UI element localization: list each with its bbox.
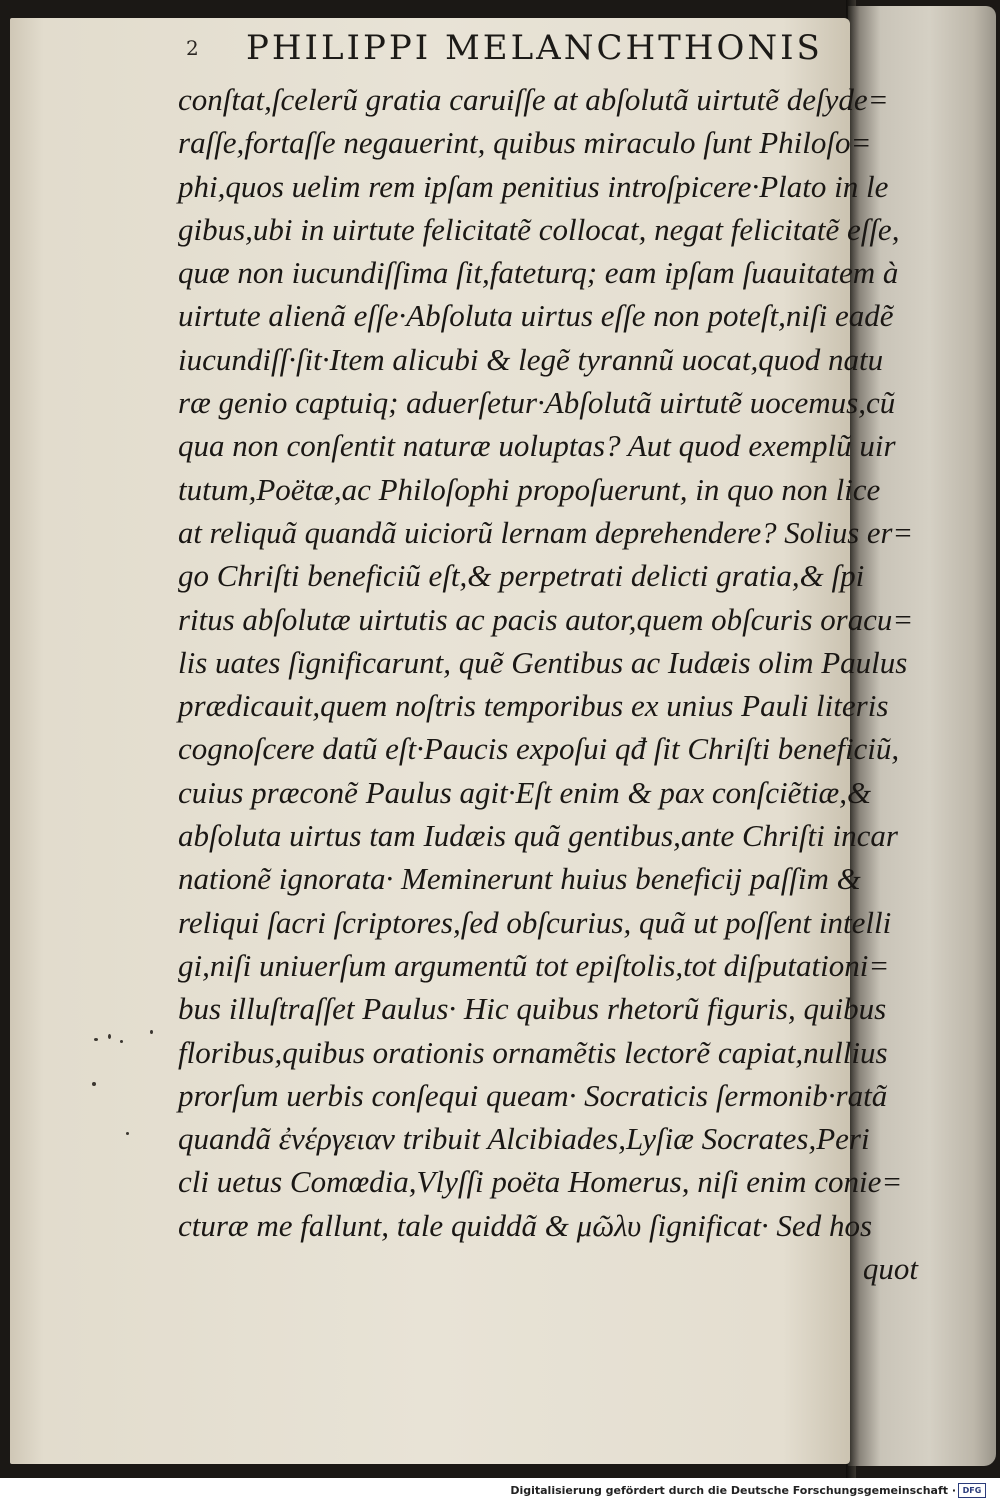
text-line: floribus,quibus orationis ornamẽtis lectorẽ capiat,nullius (178, 1034, 888, 1070)
text-line: tutum,Poëtæ,ac Philoſophi propoſuerunt, in quo non lice (178, 471, 881, 507)
catchword: quot (862, 1251, 918, 1287)
text-line: at reliquã quandã uiciorũ lernam deprehendere? Solius er= (178, 514, 914, 550)
text-line: nationẽ ignorata· Meminerunt huius beneficij paſſim & (178, 861, 861, 897)
text-line: prorſum uerbis conſequi queam· Socraticis ſermonib·ratã (178, 1077, 888, 1113)
text-line: quæ non iucundiſſima ſit,fateturq; eam ipſam ſuauitatem à (178, 255, 899, 291)
text-line: conſtat,ſcelerũ gratia caruiſſe at abſolutã uirtutẽ deſyde= (178, 82, 889, 117)
text-line: prædicauit,quem noſtris temporibus ex unius Pauli literis (178, 688, 889, 724)
ink-specks (86, 1020, 176, 1140)
text-line: go Chriſti beneficiũ eſt,& perpetrati delicti gratia,& ſpi (178, 558, 865, 594)
text-line: cli uetus Comœdia,Vlyſſi poëta Homerus, niſi enim conie= (178, 1164, 903, 1200)
text-line: reliqui ſacri ſcriptores,ſed obſcurius, quã ut poſſent intelli (178, 904, 892, 940)
text-line: iucundiſſ·ſit·Item alicubi & legẽ tyrannũ uocat,quod natu (178, 341, 884, 377)
text-line: lis uates ſignificarunt, quẽ Gentibus ac Iudæis olim Paulus (178, 644, 908, 680)
text-line: cognoſcere datũ eſt·Paucis expoſui qđ ſit Chriſti beneficiũ, (178, 731, 900, 767)
page-mark: 2 (186, 36, 199, 60)
dfg-logo: DFG (958, 1483, 986, 1498)
text-line: bus illuſtraſſet Paulus· Hic quibus rhetorũ figuris, quibus (178, 991, 887, 1027)
text-line: cuius præconẽ Paulus agit·Eſt enim & pax conſciẽtiæ,& (178, 774, 872, 810)
funding-credit: Digitalisierung gefördert durch die Deutsche Forschungsgemeinschaft · (510, 1484, 956, 1497)
text-line: phi,quos uelim rem ipſam penitius introſpicere·Plato in le (178, 168, 889, 204)
text-line: raſſe,fortaſſe negauerint, quibus miraculo ſunt Philoſo= (178, 125, 872, 161)
text-line: abſoluta uirtus tam Iudæis quã gentibus,ante Chriſti incar (178, 818, 898, 854)
text-line: uirtute alienã eſſe·Abſoluta uirtus eſſe non poteſt,niſi eadẽ (178, 298, 894, 334)
running-header: PHILIPPI MELANCHTHONIS (246, 28, 823, 68)
body-text (178, 78, 918, 1290)
text-line: cturæ me fallunt, tale quiddã & μῶλυ ſignificat· Sed hos (178, 1207, 873, 1243)
text-line: ræ genio captuiq; aduerſetur·Abſolutã uirtutẽ uocemus,cũ (178, 385, 896, 421)
text-line: quandã ἐνέργειαν tribuit Alcibiades,Lyſiæ Socrates,Peri (178, 1121, 870, 1157)
text-line: qua non conſentit naturæ uoluptas? Aut quod exemplũ uir (178, 428, 896, 464)
text-line: gi,niſi uniuerſum argumentũ tot epiſtolis,tot diſputationi= (178, 947, 890, 983)
text-line: ritus abſolutæ uirtutis ac pacis autor,quem obſcuris oracu= (178, 601, 914, 637)
text-line: gibus,ubi in uirtute felicitatẽ collocat, negat felicitatẽ eſſe, (178, 211, 900, 247)
